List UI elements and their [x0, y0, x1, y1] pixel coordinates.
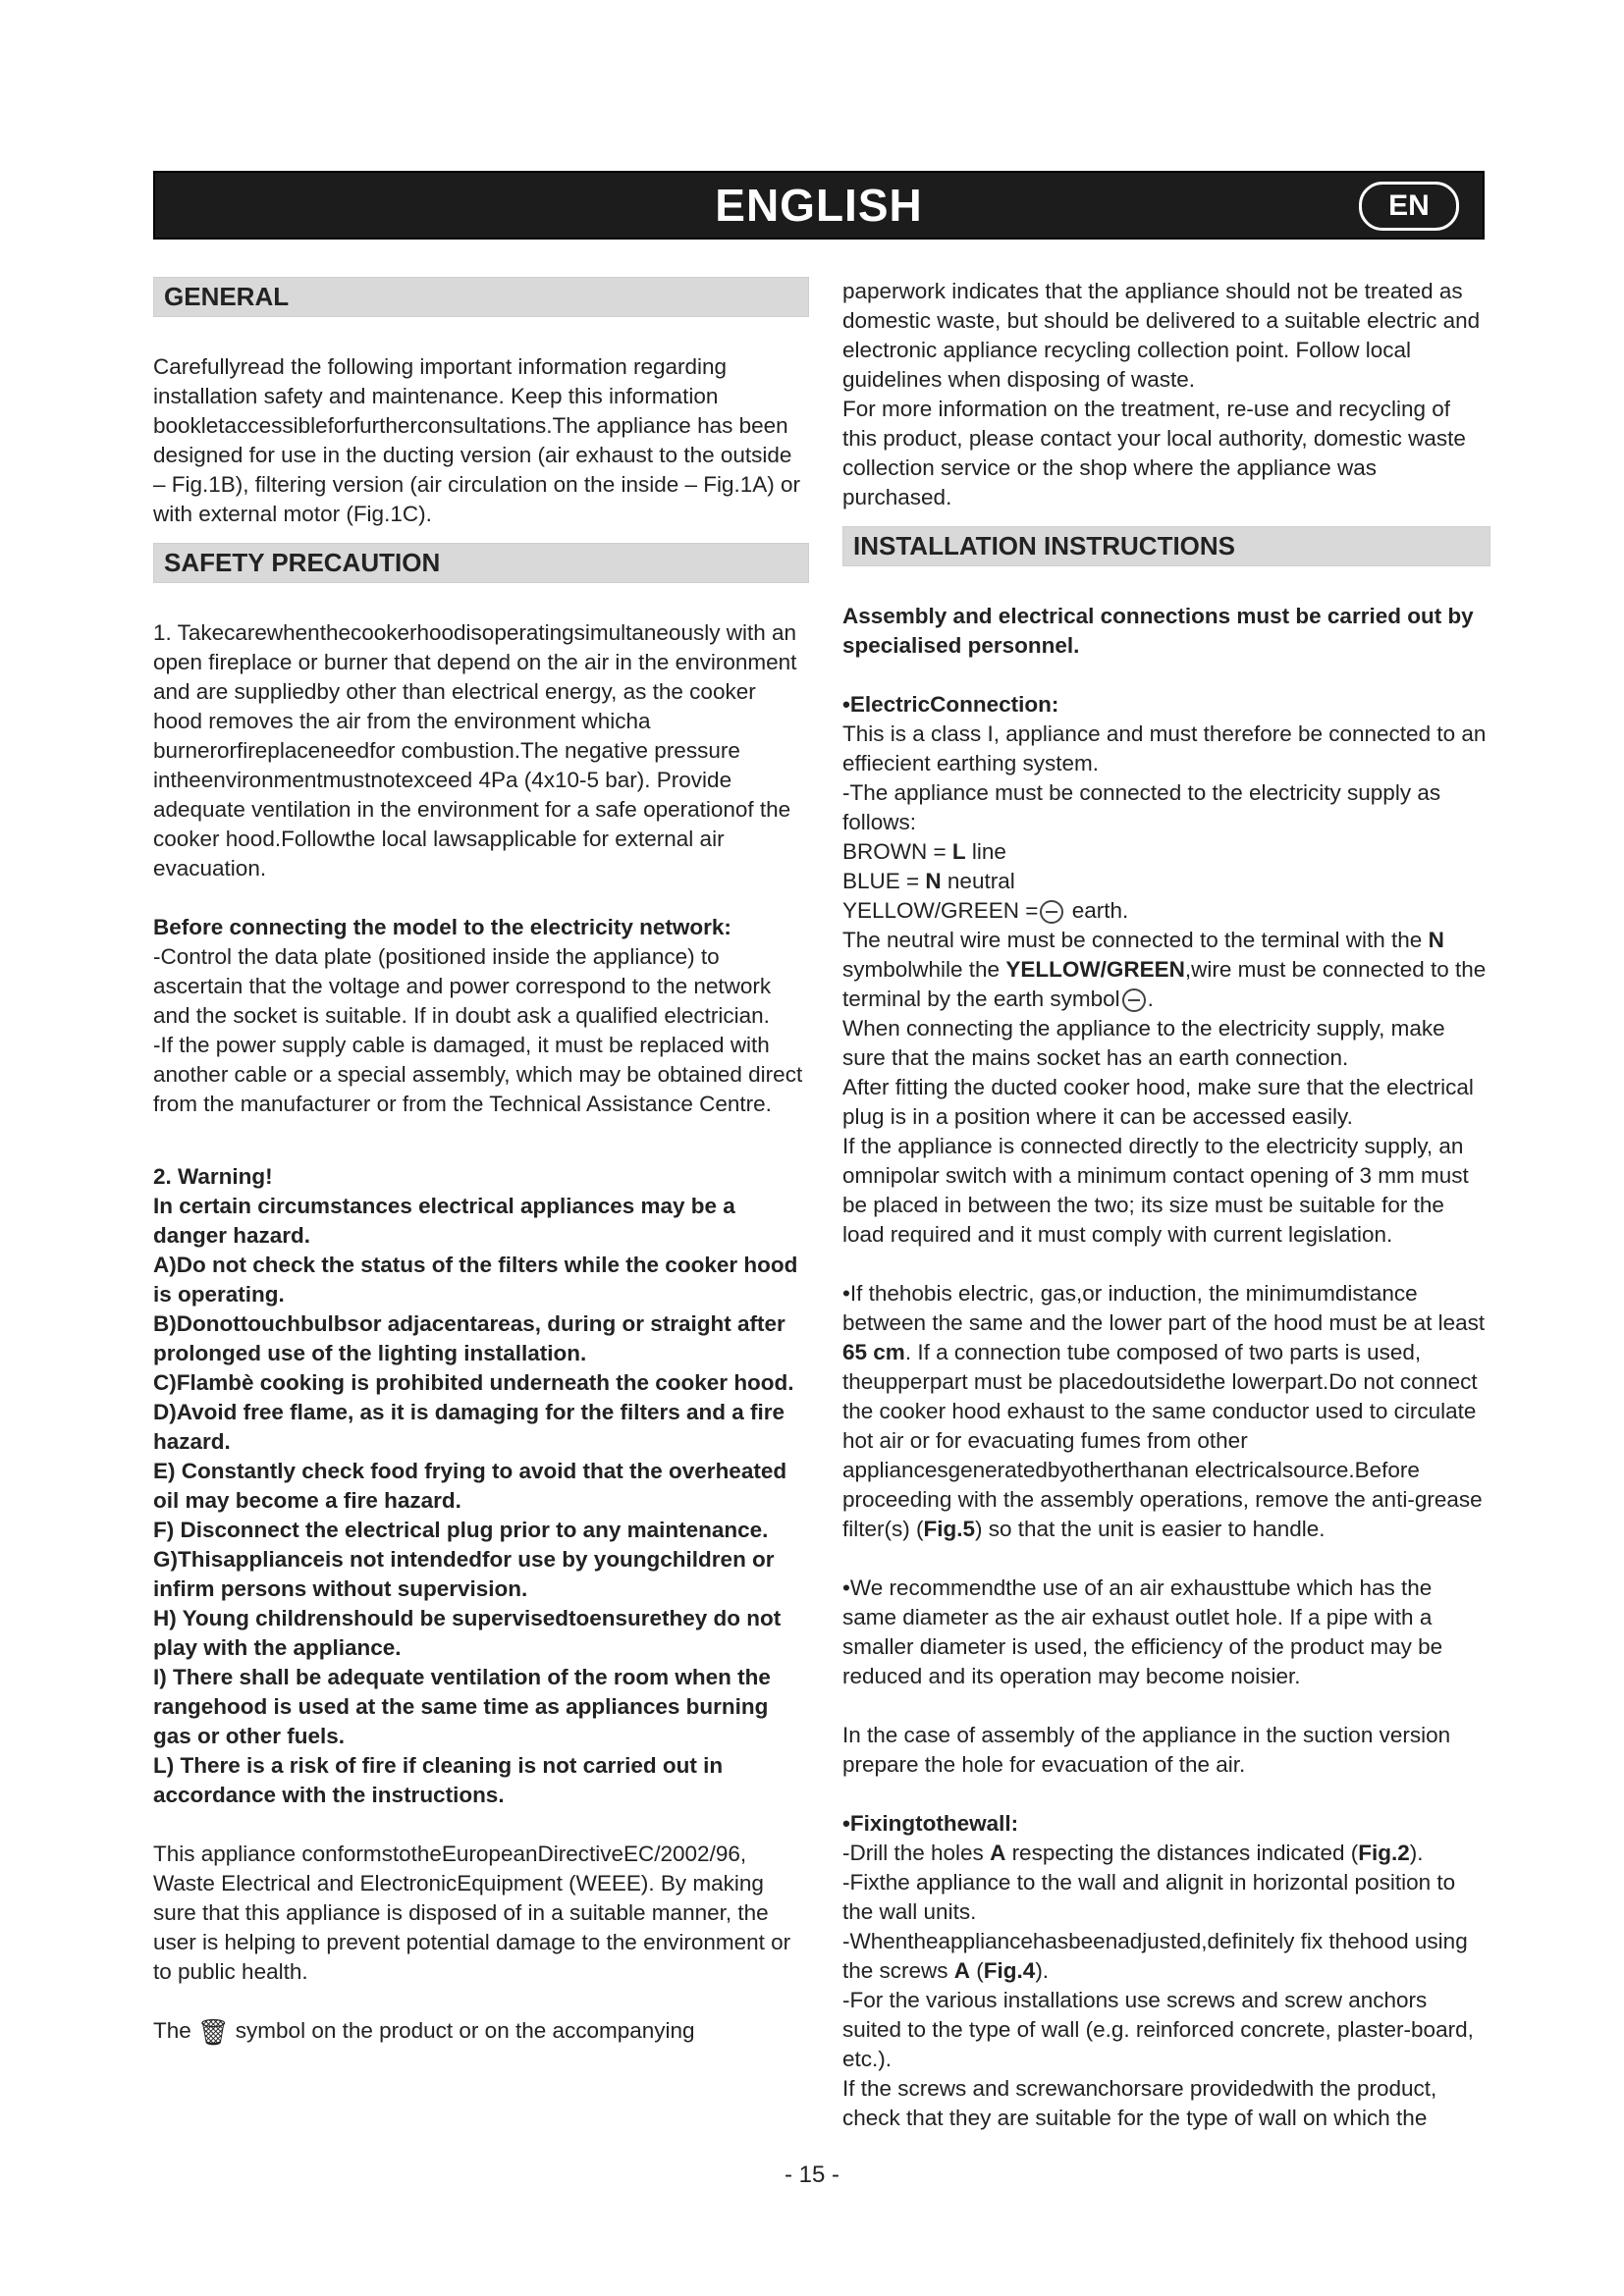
suction-paragraph: In the case of assembly of the appliance in the suction version prepare the hole for evacuation of the air.	[842, 1723, 1451, 1777]
d3-e: ).	[1035, 1958, 1050, 1983]
warning-item: L) There is a risk of fire if cleaning is not carried out in accordance with the instructions.	[153, 1753, 724, 1807]
electric-text: This is a class I, appliance and must therefore be connected to an effiecient earthing system.	[842, 721, 1487, 775]
weee-symbol-text-b: symbol on the product or on the accompanying	[235, 2018, 695, 2043]
screws-provided-line: If the screws and screwanchorsare providedwith the product, check that they are suitable for the type of wall on which the	[842, 2076, 1437, 2130]
d3-b: A	[953, 1958, 971, 1983]
warning-item: I) There shall be adequate ventilation of the room when the rangehood is used at the same time as appliances burning gas or other fuels.	[153, 1665, 771, 1748]
recycling-paragraph-1: paperwork indicates that the appliance should not be treated as domestic waste, but should be delivered to a suitable electric and electronic appliance recycling collection point. Follow local guidelines when disposing of waste.	[842, 279, 1481, 392]
hob-c: . If a connection tube composed of two parts is used, theupperpart must be placedoutsidethe lowerpart.Do not connect the cooker hood exhaust to the same conductor used to circulate hot air or for evacuating fumes from other appliancesgeneratedbyotherthanan electricalsource.Before proceeding with the assembly operations, remove the anti-grease filter(s) (	[842, 1340, 1483, 1541]
hob-a: •If thehobis electric, gas,or induction, the minimumdistance between the same and the lower part of the hood must be at least	[842, 1281, 1486, 1335]
brown-label: BROWN =	[842, 839, 952, 864]
d3-c: (	[970, 1958, 984, 1983]
electric-text: When connecting the appliance to the electricity supply, make sure that the mains socket has an earth connection.	[842, 1016, 1445, 1070]
d3-a: -Whentheappliancehasbeenadjusted,definitely fix thehood using the screws	[842, 1929, 1468, 1983]
warning-item: D)Avoid free flame, as it is damaging for the filters and a fire hazard.	[153, 1400, 785, 1454]
hob-distance-paragraph	[842, 1279, 1490, 1544]
yg-desc: earth.	[1065, 898, 1129, 923]
safety-heading: SAFETY PRECAUTION	[153, 543, 809, 583]
general-paragraph: Carefullyread the following important information regarding installation safety and maintenance. Keep this information bookletaccessibleforfurtherconsultations.The appliance has been designed for use in the ducting version (air exhaust to the outside – Fig.1B), filtering version (air circulation on the inside – Fig.1A) or with external motor (Fig.1C).	[153, 354, 801, 526]
fixing-wall-title: •Fixingtothewall:	[842, 1811, 1019, 1836]
warning-item: F) Disconnect the electrical plug prior to any maintenance.	[153, 1518, 769, 1542]
earth-symbol-icon	[1040, 900, 1063, 924]
neutral-f: .	[1147, 987, 1154, 1011]
warning-item: H) Young childrenshould be supervisedtoensurethey do not play with the appliance.	[153, 1606, 782, 1660]
electric-text: If the appliance is connected directly to the electricity supply, an omnipolar switch with a minimum contact opening of 3 mm must be placed in between the two; its size must be suitable for the load required and it must comply with current legislation.	[842, 1134, 1469, 1247]
d3-d: Fig.4	[983, 1958, 1036, 1983]
screw-anchors-line: -For the various installations use screws and screw anchors suited to the type of wall (e.g. reinforced concrete, plaster-board, etc.).	[842, 1988, 1474, 2071]
recycling-paragraph-2: For more information on the treatment, re-use and recycling of this product, please contact your local authority, domestic waste collection service or the shop where the appliance was purchased.	[842, 397, 1466, 509]
warning-item: E) Constantly check food frying to avoid that the overheated oil may become a fire hazard.	[153, 1459, 787, 1513]
warning-item: C)Flambè cooking is prohibited underneath the cooker hood.	[153, 1370, 794, 1395]
installation-heading: INSTALLATION INSTRUCTIONS	[842, 526, 1490, 566]
language-badge: EN	[1359, 182, 1459, 231]
fix-screws-line	[842, 1927, 1490, 1986]
left-column	[153, 277, 809, 2047]
blue-wire-line	[842, 867, 1490, 896]
neutral-b: N	[1428, 928, 1444, 952]
fix-appliance-line: -Fixthe appliance to the wall and alignit in horizontal position to the wall units.	[842, 1870, 1456, 1924]
brown-wire-line	[842, 837, 1490, 867]
earth-symbol-icon	[1122, 988, 1146, 1012]
warning-item: B)Donottouchbulbsor adjacentareas, during or straight after prolonged use of the lighting installation.	[153, 1311, 785, 1365]
general-heading: GENERAL	[153, 277, 809, 317]
before-connecting-title: Before connecting the model to the electricity network:	[153, 915, 731, 939]
warning-item: A)Do not check the status of the filters while the cooker hood is operating.	[153, 1253, 798, 1307]
brown-desc: line	[965, 839, 1006, 864]
d1-e: ).	[1409, 1841, 1424, 1865]
warning-title: 2. Warning!	[153, 1164, 273, 1189]
weee-paragraph: This appliance conformstotheEuropeanDirectiveEC/2002/96, Waste Electrical and ElectronicEquipment (WEEE). By making sure that this appliance is disposed of in a suitable manner, the user is helping to prevent potential damage to the environment or to public health.	[153, 1842, 791, 1984]
d1-a: -Drill the holes	[842, 1841, 991, 1865]
hob-b: 65 cm	[842, 1340, 905, 1364]
safety-paragraph-1: 1. Takecarewhenthecookerhoodisoperatingsimultaneously with an open fireplace or burner that depend on the air in the environment and are suppliedby other than electrical energy, as the cooker hood removes the air from the environment whicha burnerorfireplaceneedfor combustion.The negative pressure intheenvironmentmustnotexceed 4Pa (4x10-5 bar). Provide adequate ventilation in the environment for a safe operationof the cooker hood.Followthe local lawsapplicable for external air evacuation.	[153, 620, 797, 881]
cable-text: -If the power supply cable is damaged, it must be replaced with another cable or a special assembly, which may be obtained direct from the manufacturer or from the Technical Assistance Centre.	[153, 1033, 803, 1116]
brown-code: L	[951, 839, 966, 864]
d1-d: Fig.2	[1358, 1841, 1410, 1865]
blue-desc: neutral	[941, 869, 1015, 893]
electric-connection-title: •ElectricConnection:	[842, 692, 1059, 717]
electric-text: After fitting the ducted cooker hood, make sure that the electrical plug is in a position where it can be accessed easily.	[842, 1075, 1474, 1129]
neutral-e: ,wire must be connected to the terminal by the earth symbol	[842, 957, 1487, 1011]
d1-c: respecting the distances indicated (	[1005, 1841, 1359, 1865]
blue-code: N	[925, 869, 942, 893]
before-connecting-text: -Control the data plate (positioned inside the appliance) to ascertain that the voltage and power correspond to the network and the socket is suitable. If in doubt ask a qualified electrician.	[153, 944, 772, 1028]
electric-text: -The appliance must be connected to the electricity supply as follows:	[842, 780, 1441, 834]
drill-holes-line	[842, 1839, 1490, 1868]
installation-intro: Assembly and electrical connections must be carried out by specialised personnel.	[842, 604, 1474, 658]
weee-symbol-line	[153, 2016, 809, 2047]
neutral-c: symbolwhile the	[842, 957, 1006, 982]
weee-symbol-text-a: The	[153, 2018, 191, 2043]
yg-label: YELLOW/GREEN =	[842, 898, 1039, 923]
d1-b: A	[990, 1841, 1006, 1865]
neutral-a: The neutral wire must be connected to the terminal with the	[842, 928, 1429, 952]
exhaust-tube-paragraph: •We recommendthe use of an air exhausttube which has the same diameter as the air exhaust outlet hole. If a pipe with a smaller diameter is used, the efficiency of the product may be reduced and its operation may become noisier.	[842, 1575, 1443, 1688]
hob-e: ) so that the unit is easier to handle.	[975, 1517, 1326, 1541]
warning-item: In certain circumstances electrical appliances may be a danger hazard.	[153, 1194, 735, 1248]
blue-label: BLUE =	[842, 869, 926, 893]
warning-item: G)Thisapplianceis not intendedfor use by youngchildren or infirm persons without supervision.	[153, 1547, 775, 1601]
yellow-green-wire-line	[842, 896, 1490, 926]
language-title: ENGLISH	[715, 180, 923, 231]
crossed-bin-icon: 🗑︎	[196, 2017, 230, 2048]
neutral-d: YELLOW/GREEN	[1005, 957, 1185, 982]
right-column	[842, 277, 1490, 2133]
page-number: - 15 -	[784, 2162, 839, 2188]
language-banner	[153, 171, 1485, 240]
neutral-wire-text	[842, 926, 1490, 1014]
hob-d: Fig.5	[923, 1517, 976, 1541]
